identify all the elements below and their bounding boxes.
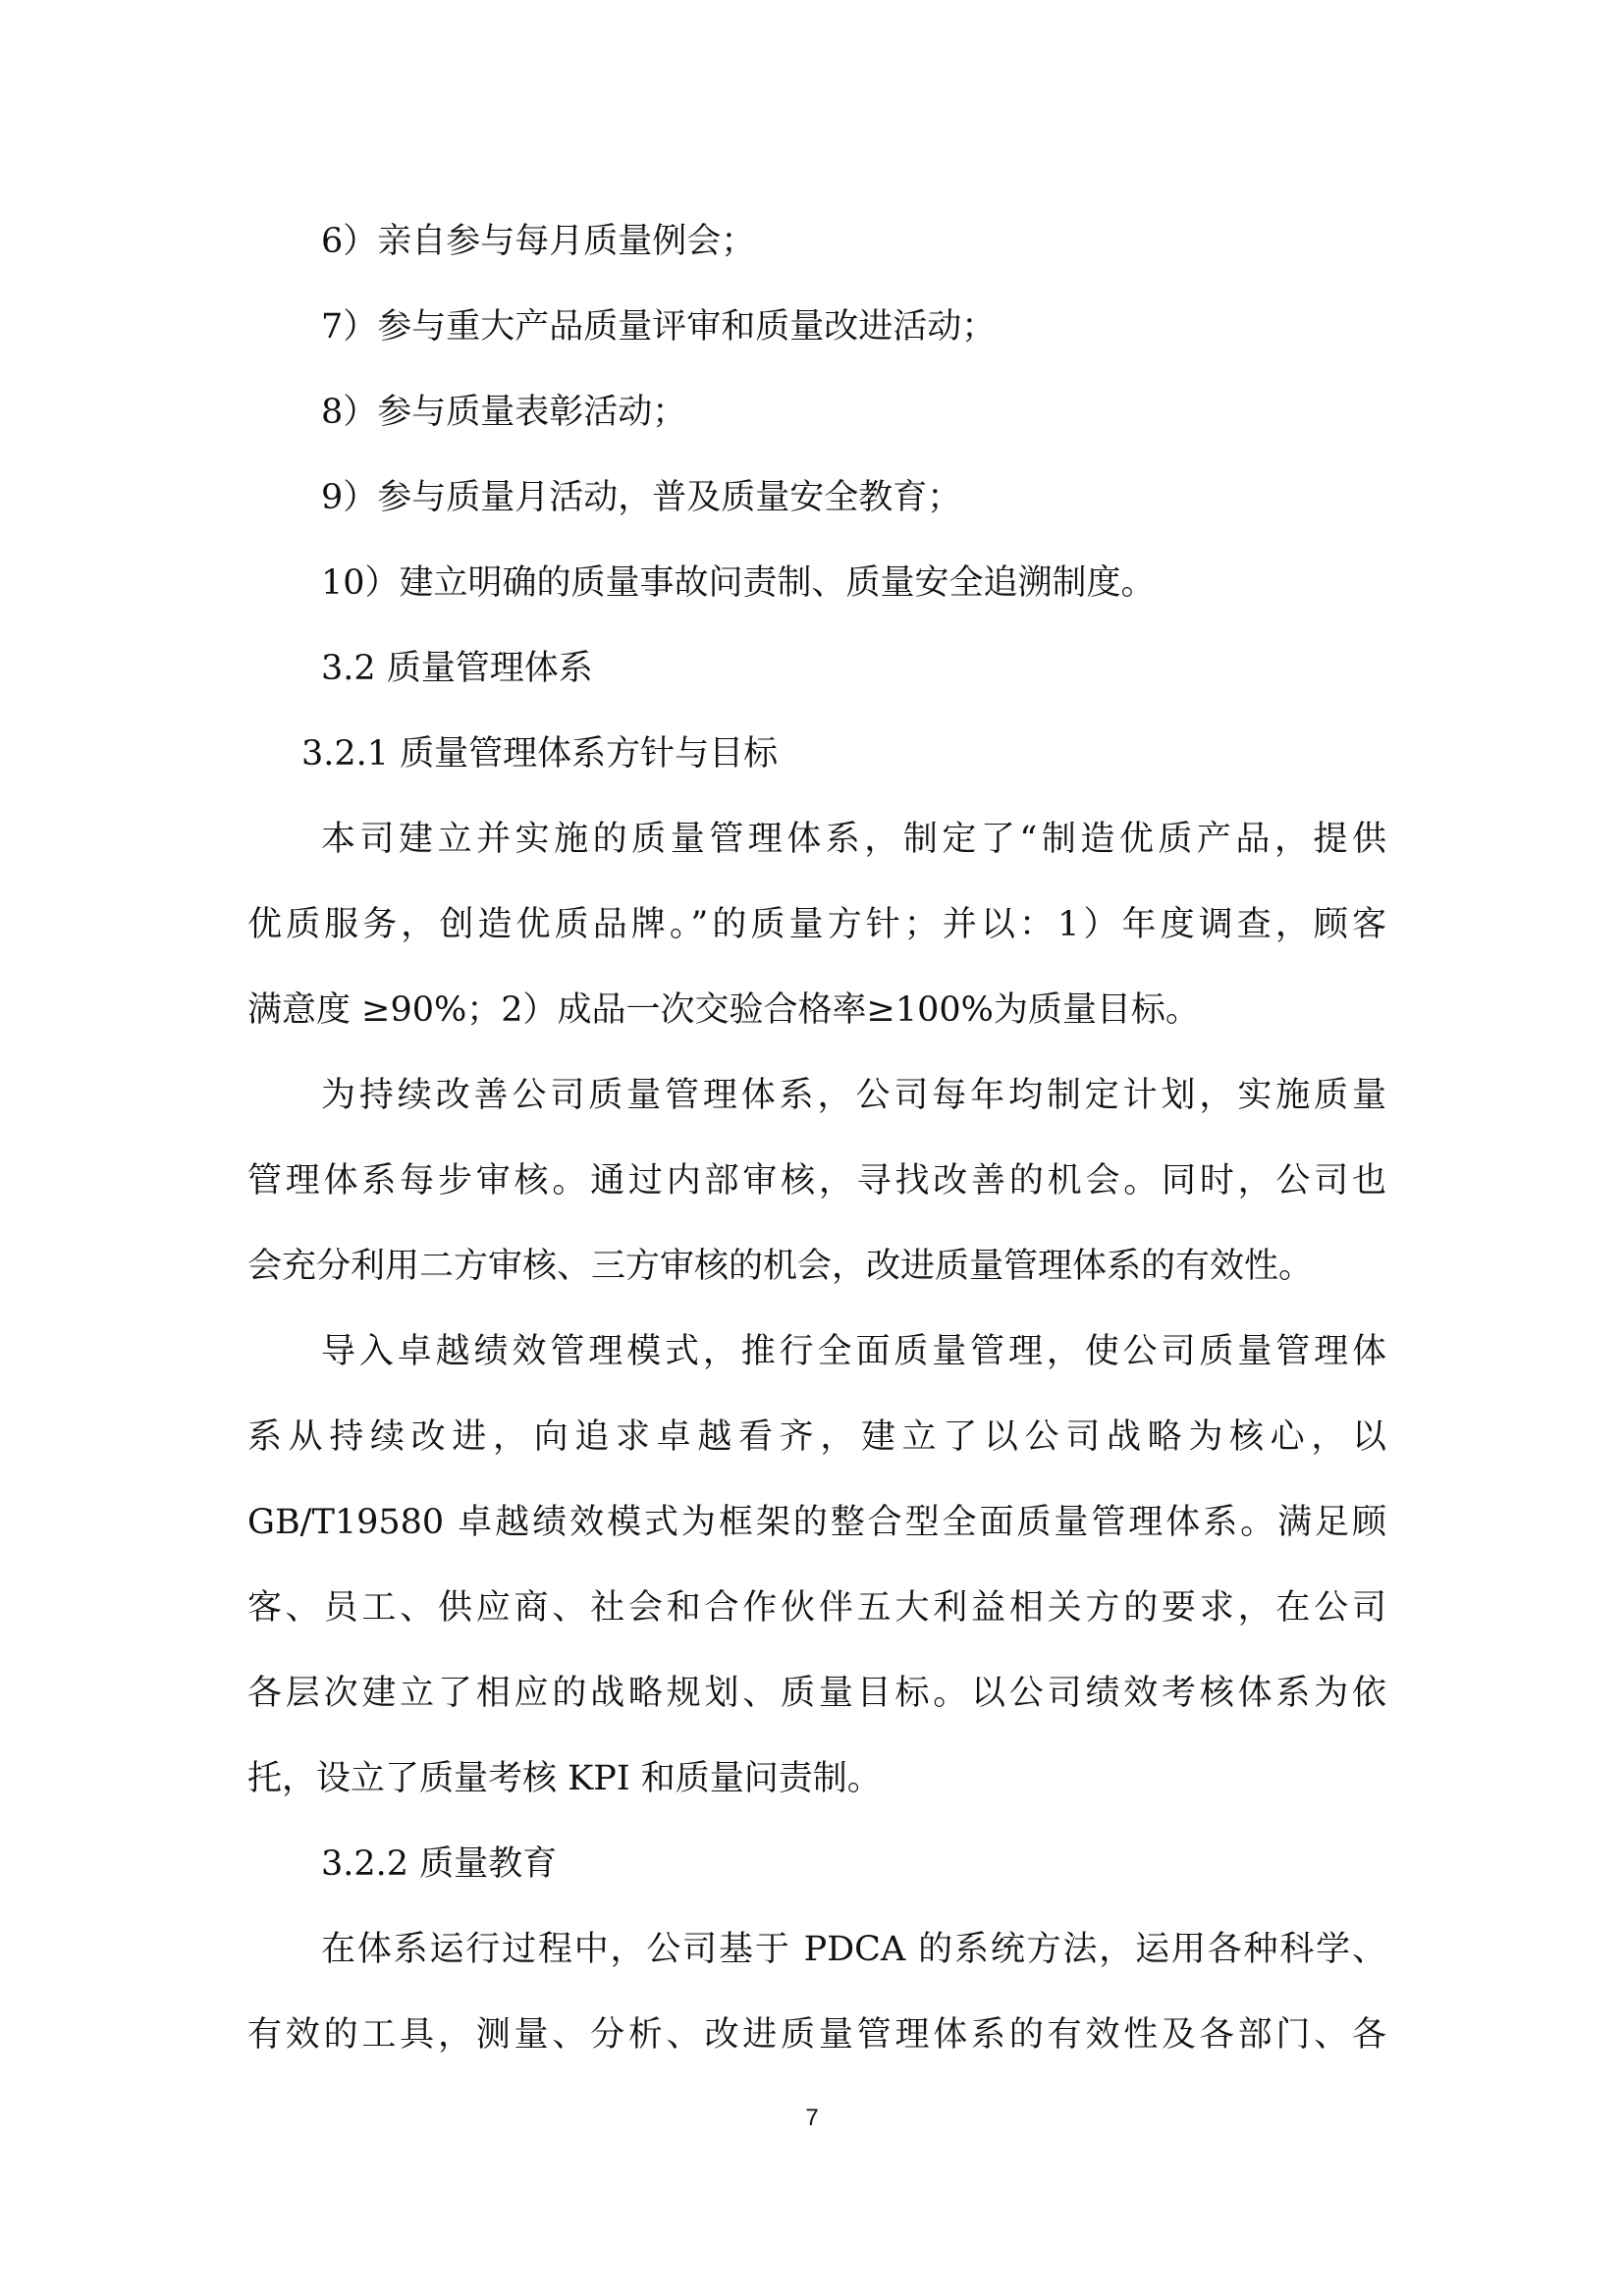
subsection-heading-3-2-1: 3.2.1 质量管理体系方针与目标: [301, 734, 779, 774]
paragraph-line: 会充分利用二方审核、三方审核的机会，改进质量管理体系的有效性。: [247, 1247, 1314, 1286]
paragraph-line: 系从持续改进，向追求卓越看齐，建立了以公司战略为核心，以: [247, 1417, 1386, 1457]
paragraph-line: GB/T19580 卓越绩效模式为框架的整合型全面质量管理体系。满足顾: [247, 1503, 1386, 1542]
subsection-heading-3-2-2: 3.2.2 质量教育: [321, 1844, 558, 1884]
paragraph-line: 导入卓越绩效管理模式，推行全面质量管理，使公司质量管理体: [321, 1332, 1386, 1371]
paragraph-line: 在体系运行过程中，公司基于 PDCA 的系统方法，运用各种科学、: [321, 1930, 1386, 1969]
paragraph-line: 托，设立了质量考核 KPI 和质量问责制。: [247, 1759, 882, 1798]
section-heading-3-2: 3.2 质量管理体系: [321, 649, 593, 688]
paragraph-line: 客、员工、供应商、社会和合作伙伴五大利益相关方的要求，在公司: [247, 1588, 1386, 1628]
paragraph-line: 有效的工具，测量、分析、改进质量管理体系的有效性及各部门、各: [247, 2015, 1386, 2055]
list-item-7: 7）参与重大产品质量评审和质量改进活动；: [321, 307, 997, 347]
list-item-8: 8）参与质量表彰活动；: [321, 393, 687, 432]
paragraph-line: 为持续改善公司质量管理体系，公司每年均制定计划，实施质量: [321, 1076, 1386, 1115]
page-number: 7: [805, 2105, 819, 2131]
paragraph-line: 满意度 ≥90%；2）成品一次交验合格率≥100%为质量目标。: [247, 990, 1200, 1030]
list-item-10: 10）建立明确的质量事故问责制、质量安全追溯制度。: [321, 563, 1156, 603]
paragraph-line: 各层次建立了相应的战略规划、质量目标。以公司绩效考核体系为依: [247, 1674, 1386, 1713]
paragraph-line: 管理体系每步审核。通过内部审核，寻找改善的机会。同时，公司也: [247, 1161, 1386, 1201]
list-item-6: 6）亲自参与每月质量例会；: [321, 222, 756, 261]
paragraph-line: 优质服务，创造优质品牌。”的质量方针；并以：1）年度调查，顾客: [247, 905, 1386, 944]
list-item-9: 9）参与质量月活动，普及质量安全教育；: [321, 478, 962, 517]
paragraph-line: 本司建立并实施的质量管理体系，制定了“制造优质产品，提供: [321, 820, 1386, 859]
